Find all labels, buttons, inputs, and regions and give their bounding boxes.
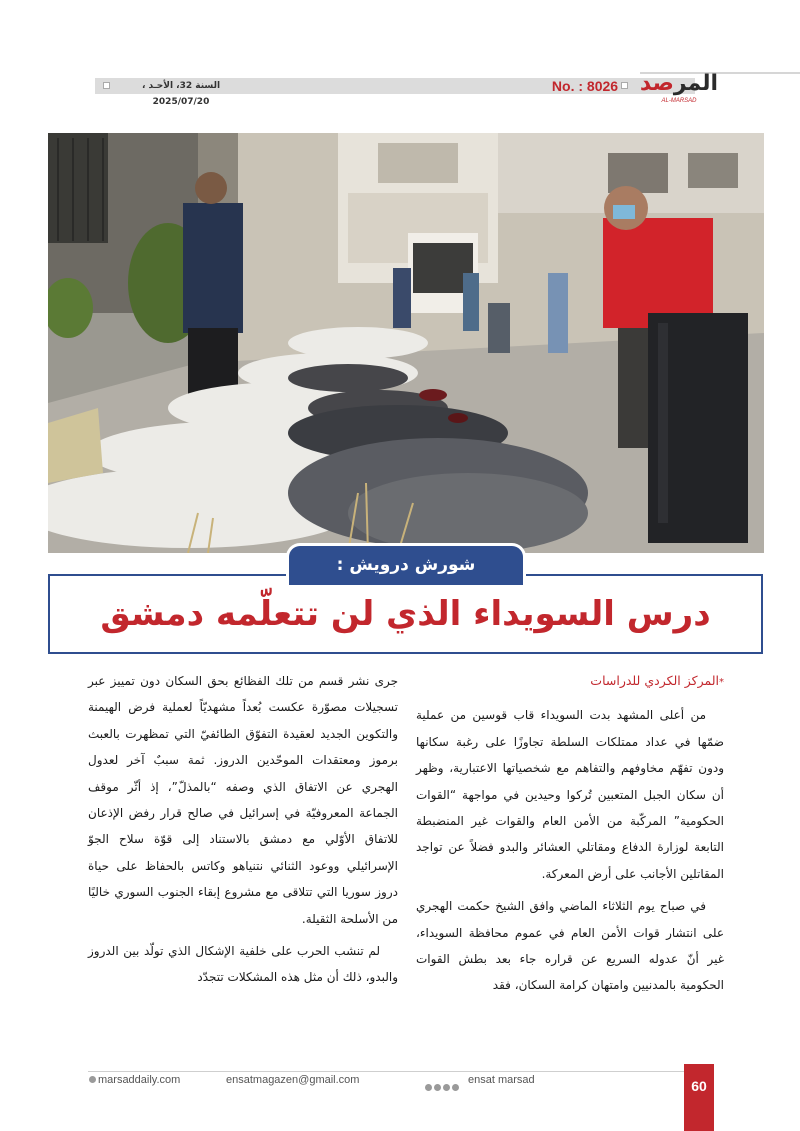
- facebook-icon[interactable]: [425, 1084, 432, 1091]
- page-number: 60: [684, 1064, 714, 1131]
- social-icons: [425, 1076, 465, 1084]
- youtube-icon[interactable]: [452, 1084, 459, 1091]
- article-title: درس السويداء الذي لن تتعلّمه دمشق: [100, 594, 711, 634]
- paragraph: من أعلى المشهد بدت السويداء قاب قوسين من عملية ضمّها في عداد ممتلكات السلطة تجاوزًا على رغبة سكانها ودون تفهّم مخاوفهم والتفاهم مع شخصياتها الاعتبارية، وظهر أن سكان الجبل المتعبين تُركوا وحيدين في مواجهة “القوات الحكومية” المركّبة من الأمن العام والقوات غير المنضبطة التابعة لوزارة الدفاع ومقاتلي العشائر والبدو فضلاً عن تواجد المقاتلين الأجانب على أرض المعركة.: [416, 708, 724, 881]
- paragraph: لم تنشب الحرب على خلفية الإشكال الذي تولّد بين الدروز والبدو، ذلك أن مثل هذه المشكلات تتجدّد: [88, 944, 398, 985]
- footer-social-handle[interactable]: ensat marsad: [468, 1074, 535, 1086]
- logo-text-suffix: صد: [639, 71, 674, 96]
- issue-date: السنة 32، الأحـد ، 2025/07/20: [141, 81, 221, 107]
- morgue-scene-photo: [48, 133, 764, 553]
- paragraph: جرى نشر قسم من تلك الفظائع بحق السكان دون تمييز عبر تسجيلات مصوّرة عكست بُعداً مشهديّاً لعملية فرض الهيمنة والتكوين الجديد لعقيدة التفوّق الطائفيّ التي تمظهرت بالعبث برموز ومعتقدات الموحّدين الدروز. ثمة سببٌ آخر لعدول الهجري عن الاتفاق الذي وصفه “بالمذلّ”، إذ أثّر موقف الجماعة المعروفيّة في إسرائيل في صالح قرار رفض الإذعان للاتفاق الأوّلي مع دمشق بالاستناد إلى قوّة سلاح الجوّ الإسرائيلي ووعود الثنائي نتنياهو وكاتس بالحفاظ على حياة دروز سوريا التي تتلاقى مع مشروع إبقاء الجنوب السوري خاليًا من الأسلحة الثقيلة.: [88, 674, 398, 926]
- article-column-left: [88, 668, 398, 991]
- article-column-right: [416, 668, 724, 999]
- article-title-box: [48, 574, 763, 654]
- logo-text-prefix: المر: [673, 71, 719, 96]
- square-bullet-icon: [103, 82, 110, 89]
- globe-icon: [89, 1076, 96, 1083]
- website-text: marsaddaily.com: [98, 1074, 181, 1086]
- source-line: [416, 668, 724, 696]
- issue-number: No. : 8026: [551, 78, 619, 94]
- footer-website[interactable]: [89, 1072, 180, 1088]
- twitter-icon[interactable]: [434, 1084, 441, 1091]
- footer-email[interactable]: ensatmagazen@gmail.com: [226, 1074, 360, 1086]
- asterisk-icon: *: [719, 677, 724, 688]
- photo-illustration: [48, 133, 764, 553]
- instagram-icon[interactable]: [443, 1084, 450, 1091]
- source-name: المركز الكردي للدراسات: [590, 673, 719, 688]
- logo: [638, 70, 720, 104]
- logo-subtitle: AL-MARSAD: [661, 98, 697, 104]
- author-byline: شورش درويش :: [286, 543, 526, 585]
- paragraph: في صباح يوم الثلاثاء الماضي وافق الشيخ حكمت الهجري على انتشار قوات الأمن العام في عموم محافظة السويداء، غير أنّ عدوله السريع عن قراره جاء بعد بطش القوات الحكومية بالمدنيين وامتهان كرامة السكان، فقد: [416, 899, 724, 993]
